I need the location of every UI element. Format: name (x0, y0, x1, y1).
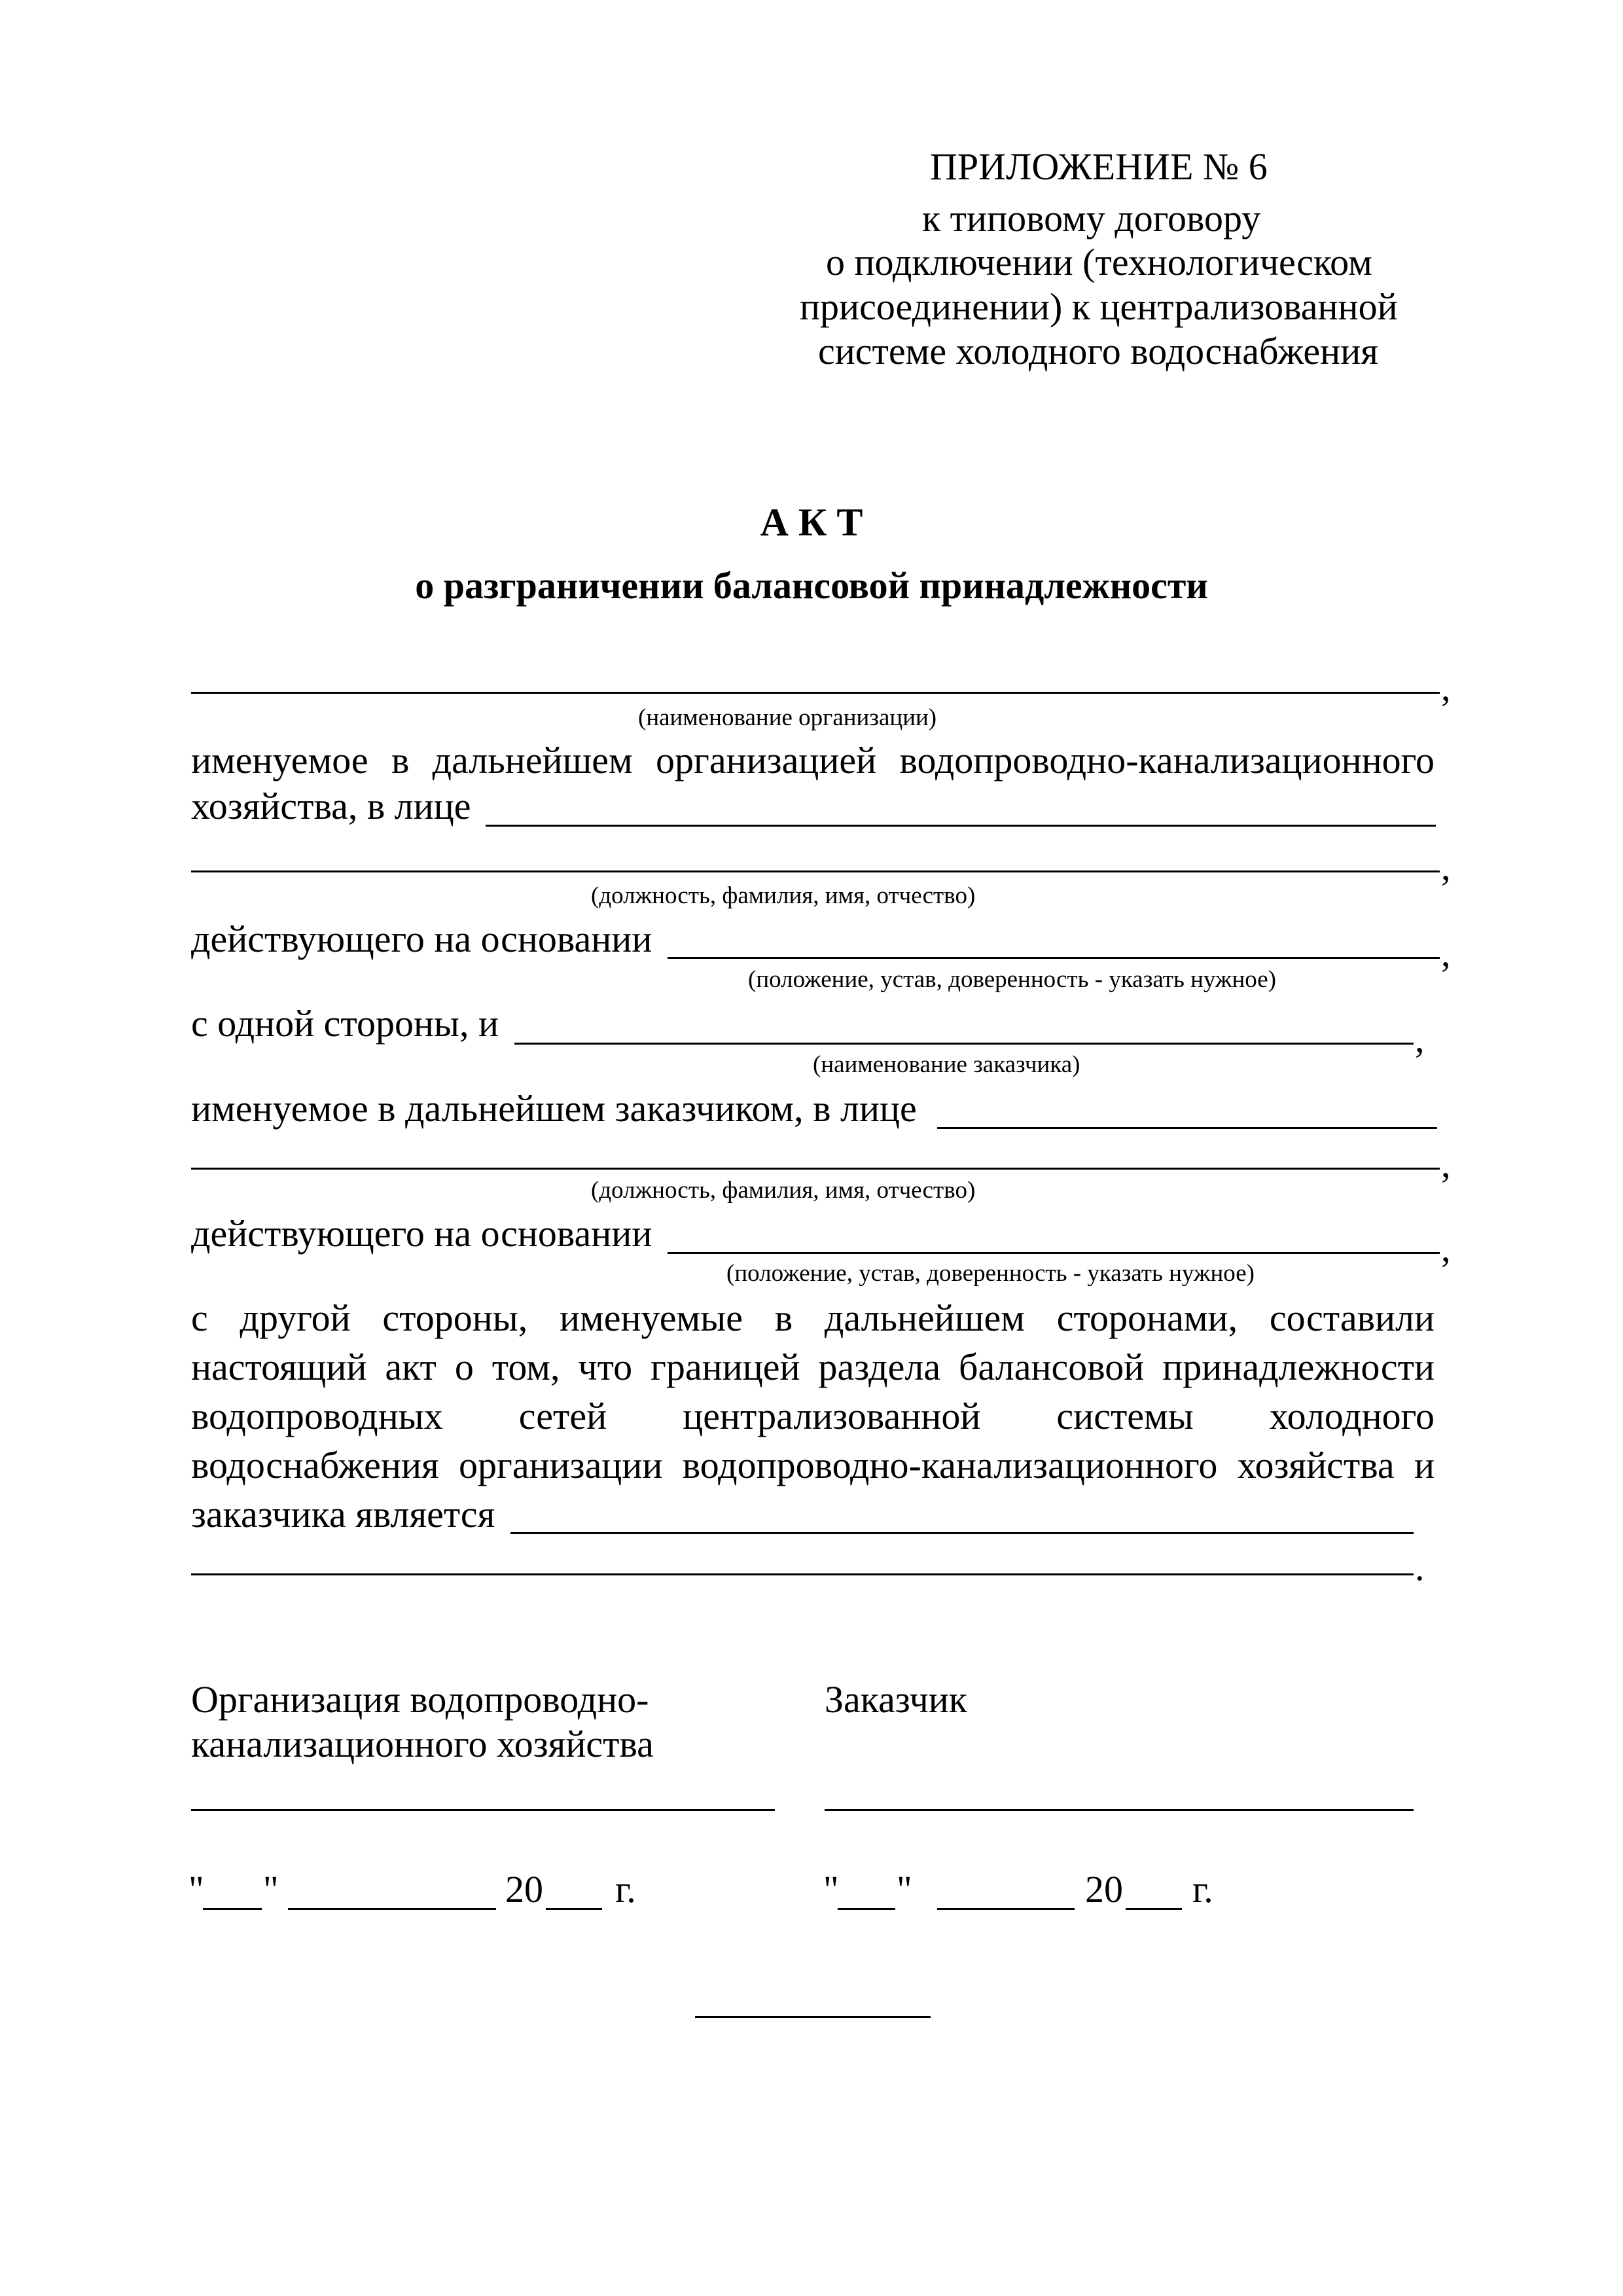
period: . (1415, 1546, 1425, 1588)
document-subtitle: о разграничении балансовой принадлежности (415, 564, 1208, 607)
year-prefix: 20 (1085, 1868, 1123, 1910)
org-name-line (191, 692, 1440, 694)
document-title: А К Т (760, 501, 863, 544)
named-customer-label: именуемое в дальнейшем заказчиком, в лице (191, 1087, 917, 1130)
org-signatory-line1: Организация водопроводно- (191, 1678, 649, 1721)
quote-open: " (823, 1868, 839, 1910)
hint-basis1: (положение, устав, доверенность - указать нужное) (748, 966, 1276, 993)
comma: , (1441, 666, 1451, 709)
org-signatory-line2: канализационного хозяйства (191, 1723, 654, 1765)
para2-line2: настоящий акт о том, что границей раздела балансовой принадлежности (191, 1346, 1435, 1388)
closing-divider (695, 2016, 931, 2018)
customer-name-line (514, 1043, 1414, 1045)
para2-line4: водоснабжения организации водопроводно-канализационного хозяйства и (191, 1444, 1435, 1486)
para2-line5: заказчика является (191, 1493, 495, 1535)
boundary-line-cont (191, 1573, 1414, 1575)
comma: , (1441, 932, 1451, 975)
para1-line1: именуемое в дальнейшем организацией водопроводно-канализационного (191, 739, 1435, 781)
day-line (203, 1908, 262, 1910)
year-suffix: г. (615, 1868, 636, 1910)
acting-basis1-label: действующего на основании (191, 918, 652, 960)
appendix-number: ПРИЛОЖЕНИЕ № 6 (930, 145, 1268, 188)
year-line (1126, 1908, 1182, 1910)
year-line (546, 1908, 602, 1910)
day-line (838, 1908, 895, 1910)
person2-line-cont (191, 1168, 1440, 1170)
para1-line2: хозяйства, в лице (191, 785, 471, 827)
appendix-ref-line-2: о подключении (технологическом (826, 241, 1372, 283)
comma: , (1441, 846, 1451, 888)
month-line (288, 1908, 496, 1910)
appendix-ref-line-3: присоединении) к централизованной (800, 285, 1398, 328)
boundary-line (510, 1532, 1414, 1534)
comma: , (1415, 1018, 1425, 1060)
quote-close: " (263, 1868, 279, 1910)
basis1-line (668, 957, 1440, 959)
comma: , (1441, 1143, 1451, 1185)
comma: , (1441, 1227, 1451, 1270)
hint-org-name: (наименование организации) (638, 704, 937, 731)
person2-line (937, 1127, 1437, 1129)
appendix-ref-line-1: к типовому договору (922, 197, 1261, 240)
quote-open: " (188, 1868, 204, 1910)
customer-signature-line (825, 1809, 1414, 1811)
org-signature-line (191, 1809, 775, 1811)
hint-person2: (должность, фамилия, имя, отчество) (591, 1177, 976, 1204)
side1-label: с одной стороны, и (191, 1002, 499, 1045)
customer-signatory: Заказчик (825, 1678, 967, 1721)
hint-basis2: (положение, устав, доверенность - указать нужное) (726, 1260, 1255, 1287)
hint-person1: (должность, фамилия, имя, отчество) (591, 882, 976, 909)
person1-line (486, 825, 1436, 827)
hint-customer: (наименование заказчика) (813, 1051, 1080, 1078)
person1-line-cont (191, 870, 1440, 872)
quote-close: " (897, 1868, 912, 1910)
year-suffix: г. (1192, 1868, 1213, 1910)
para2-line1: с другой стороны, именуемые в дальнейшем сторонами, составили (191, 1297, 1435, 1339)
year-prefix: 20 (505, 1868, 543, 1910)
appendix-ref-line-4: системе холодного водоснабжения (818, 330, 1378, 372)
month-line (937, 1908, 1075, 1910)
basis2-line (668, 1252, 1440, 1254)
acting-basis2-label: действующего на основании (191, 1212, 652, 1255)
para2-line3: водопроводных сетей централизованной системы холодного (191, 1395, 1435, 1437)
